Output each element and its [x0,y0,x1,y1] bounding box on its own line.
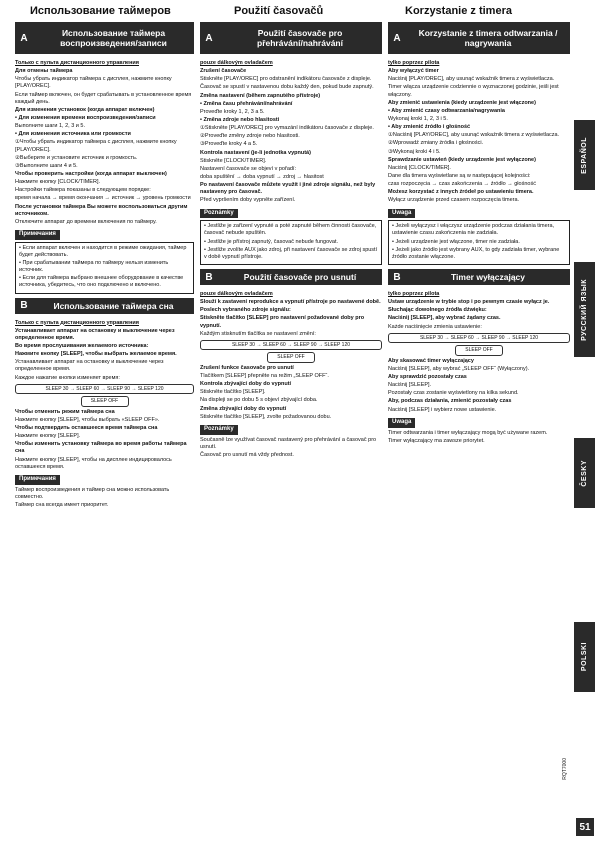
title-czech: Použití časovačů [234,5,324,17]
text-line: Нажмите кнопку [SLEEP], чтобы на дисплее индицировалось оставшееся время. [15,456,172,470]
text-line: pouze dálkovým ovladačem [200,60,273,66]
note-line: Timer wyłączający ma zawsze priorytet. [388,437,485,444]
text-line: Naciśnij [SLEEP]. [388,382,432,389]
text-line: Нажмите кнопку [SLEEP], чтобы выбрать «SLEEP OFF». [15,416,160,423]
text-line: Změna zbývající doby do vypnutí [200,405,287,412]
text-line: Для изменения установок (когда аппарат включен) [15,106,155,113]
text-line: Для отмены таймера [15,68,73,75]
text-line: Wyłącz urządzenie przed czasem rozpoczęcia timera. [388,197,520,204]
section-letter: B [393,271,401,283]
text-line: pouze dálkovým ovladačem [200,291,273,298]
sleep-sequence: SLEEP 30 → SLEEP 60 → SLEEP 90 → SLEEP 120 [388,333,570,344]
text-line: Pozostały czas zostanie wyświetlony na kilka sekund. [388,390,519,397]
text-line: Stiskněte tlačítko [SLEEP]. [200,389,266,396]
text-line: Во время прослушивания желаемого источника: [15,343,149,350]
text-line: Słuchając dowolnego źródła dźwięku: [388,307,487,314]
text-line: Před vypršením doby vypněte zařízení. [200,197,296,204]
note-line: • Jestliže zvolíte AUX jako zdroj, při nastavení časovače se zdroj spustí v době vypnutí přístroje. [204,246,378,260]
text-line: Časovač se spustí v nastavenou dobu každý den, pokud bude zapnutý. [200,84,374,91]
text-line: doba spuštění → doba vypnutí → zdroj → hlasitost [200,173,324,180]
page-number: 51 [576,818,594,836]
text-line: Kontrola zbývající doby do vypnutí [200,381,292,388]
sleep-sequence: SLEEP 30 → SLEEP 60 → SLEEP 90 → SLEEP 120 [200,340,382,351]
text-line: Aby zmienić ustawienia (kiedy urządzenie jest włączone) [388,99,536,106]
text-line: ②Wprowadź zmiany źródła i głośności. [388,140,484,147]
text-line: Чтобы проверить настройки (когда аппарат выключен) [15,170,167,177]
text-line: ③Proveďte kroky 4 a 5. [200,141,258,148]
section-title: Использование таймера сна [53,300,174,311]
notes-box [388,220,570,265]
note-line: • Jeżeli wyłączysz i włączysz urządzenie podczas działania timera, ustawienie czasu zakończenia nie zadziała. [392,223,555,237]
note-line: • Jeżeli urządzenie jest włączone, timer nie zadziała. [392,238,520,245]
section-letter: A [205,32,213,44]
text-line: Każde naciśnięcie zmienia ustawienie: [388,323,482,330]
text-line: Zrušení časovače [200,68,247,75]
notes-b [15,487,194,509]
sleep-off-box: SLEEP OFF [267,352,315,363]
text-line: Aby, podczas działania, zmienić pozostały czas [388,398,512,405]
section-a-text [200,60,382,205]
section-b-banner [15,298,194,314]
section-b-text [15,320,194,471]
sleep-sequence: SLEEP 30 → SLEEP 60 → SLEEP 90 → SLEEP 120 [15,384,194,395]
text-line: Tlačítkem [SLEEP] přepněte na režim „SLEEP OFF“. [200,373,329,380]
text-line: • Для изменения времени воспроизведения/записи [15,114,156,121]
text-line: • Aby zmienić źródło i głośność [388,124,471,131]
section-title: Timer wyłączający [450,271,526,282]
text-line: время начала → время окончания → источник → уровень громкости [15,195,191,202]
text-line: Wykonaj kroki 1, 2, 3 i 5. [388,115,448,122]
tab-label: РУССКИЙ ЯЗЫК [580,278,588,341]
text-line: Slouží k zastavení reprodukce a vypnutí přístroje po nastavené době. [200,299,381,306]
notes-heading: Uwaga [388,418,415,428]
notes-box [15,242,194,294]
text-line: Możesz korzystać z innych źródeł po ustawieniu timera. [388,189,534,196]
note-line: Timer odtwarzania i timer wyłączający mogą być używane razem. [388,429,548,436]
text-line: Отключите аппарат до времени включения по таймеру. [15,218,157,225]
text-line: Každým stisknutím tlačítka se nastavení změní: [200,330,316,337]
text-line: Только с пульта дистанционного управления [15,60,139,66]
note-line: Таймер сна всегда имеет приоритет. [15,501,109,508]
text-line: • Для изменения источника или громкости [15,131,131,138]
title-polish: Korzystanie z timera [405,5,512,17]
text-line: ③Выполните шаги 4 и 5. [15,162,78,169]
text-line: Naciśnij [SLEEP], aby wybrać „SLEEP OFF“ (Wyłączony). [388,365,530,372]
text-line: Aby skasować timer wyłączający [388,357,474,364]
text-line: Чтобы изменить установку таймера во время работы таймера сна [15,441,187,455]
text-line: ②Proveďte změny zdroje nebo hlasitosti. [200,133,300,140]
text-line: czas rozpoczęcia → czas zakończenia → źródło → głośność [388,181,536,188]
text-line: Только с пульта дистанционного управления [15,319,139,326]
text-line: Устанавливает аппарат на остановку и выключение через определенное время. [15,327,175,341]
notes-b [388,430,570,445]
text-line: Каждое нажатие кнопки изменяет время: [15,374,120,381]
section-b-text [200,291,382,421]
note-line: Časovač pro usnutí má vždy přednost. [200,451,294,458]
text-line: Na displeji se po dobu 5 s objeví zbývající doba. [200,397,318,404]
document-code: RQT7000 [562,758,568,780]
notes-b [200,437,382,459]
section-b-banner [388,269,570,285]
section-letter: B [205,271,213,283]
text-line: Чтобы подтвердить оставшееся время таймера сна [15,425,158,431]
text-line: Dane dla timera wyświetlane są w następującej kolejności: [388,172,531,179]
column-czech [200,22,382,828]
language-tab-polish [574,622,595,692]
note-line: • Jestliže je přístroj zapnutý, časovač nebude fungovat. [204,238,339,245]
language-tab-czech [574,438,595,508]
text-line: Чтобы отменить режим таймера сна [15,408,115,415]
text-line: Kontrola nastavení (je-li jednotka vypnutá) [200,149,311,156]
text-line: Stiskněte [PLAY/OREC] pro odstranění indikátoru časovače z displeje. [200,76,372,83]
text-line: Aby sprawdzić pozostały czas [388,374,467,381]
text-line: Timer włącza urządzenie codziennie o wyznaczonej godzinie, jeśli jest włączony. [388,84,559,98]
text-line: Poslech vybraného zdroje signálu: [200,307,291,314]
column-polish [388,22,570,828]
text-line: • Změna času přehrávání/nahrávání [200,100,293,107]
text-line: Po nastavení časovače můžete využít i jiné zdroje signálu, než byly nastaveny pro časovač. [200,182,376,196]
text-line: Sprawdzanie ustawień (kiedy urządzenie jest wyłączone) [388,156,536,163]
text-line: Naciśnij [CLOCK/TIMER]. [388,164,451,171]
section-letter: B [20,300,28,312]
section-a-banner [388,22,570,54]
text-line: Aby wyłączyć timer [388,68,439,75]
section-a-text [388,60,570,205]
section-letter: A [20,32,28,44]
notes-heading: Примечания [15,475,60,485]
note-line: Současně lze využívat časovač nastavený pro přehrávání a časovač pro usnutí. [200,436,377,450]
text-line: ③Wykonaj kroki 4 i 5. [388,148,441,155]
text-line: • Aby zmienić czasy odtwarzania/nagrywania [388,107,505,114]
text-line: Naciśnij [SLEEP] i wybierz nowe ustawienie. [388,406,497,413]
text-line: Proveďte kroky 1, 2, 3 a 5. [200,108,265,115]
text-line: Ustaw urządzenie w trybie stop i po pewnym czasie wyłącz je. [388,299,550,306]
section-a-banner [15,22,194,54]
column-russian [15,22,194,828]
text-line: Нажмите кнопку [SLEEP]. [15,433,81,440]
notes-heading: Poznámky [200,209,238,219]
text-line: Нажмите кнопку [CLOCK/TIMER]. [15,179,101,186]
section-title: Použití časovače pro usnutí [243,271,357,282]
section-title: Использование таймера воспроизведения/записи [60,27,167,48]
section-b-banner [200,269,382,285]
text-line: Stiskněte tlačítko [SLEEP], zvolte požadovanou dobu. [200,413,332,420]
text-line: Настройки таймера показаны в следующем порядке: [15,187,151,194]
section-letter: A [393,32,401,44]
language-tab-espanol [574,120,595,190]
text-line: ②Выберите и установите источник и громкость. [15,154,138,161]
text-line: Změna nastavení (během zapnutého přístroje) [200,92,321,99]
text-line: Устанавливает аппарат на остановку и выключение через определенное время. [15,359,164,373]
note-line: • Если аппарат включен и находится в режиме ожидания, таймер будет действовать. [19,244,187,258]
text-line: tylko poprzez pilota [388,291,440,298]
text-line: ①Чтобы убрать индикатор таймера с дисплея, нажмите кнопку [PLAY/OREC]. [15,139,177,153]
tab-label: ESPAÑOL [580,136,588,174]
text-line: Чтобы убрать индикатор таймера с дисплея, нажмите кнопку [PLAY/OREC]. [15,76,172,90]
note-line: Таймер воспроизведения и таймер сна можно использовать совместно. [15,486,170,500]
section-b-text [388,291,570,414]
text-line: Naciśnij [PLAY/OREC], aby usunąć wskaźnik timera z wyświetlacza. [388,76,555,83]
section-a-banner [200,22,382,54]
notes-heading: Uwaga [388,209,415,219]
section-title: Použití časovače pro přehrávání/nahrávání [257,27,343,48]
notes-heading: Примечания [15,230,60,240]
text-line: Stiskněte tlačítko [SLEEP] pro nastavení požadované doby pro vypnutí. [200,315,365,329]
language-tab-russian [574,262,595,357]
title-russian: Использование таймеров [30,5,171,17]
note-line: • Jestliže je zařízení vypnuté a poté zapnuté během činnosti časovače, časovač nebude spuštěn. [204,223,377,237]
text-line: • Změna zdroje nebo hlasitosti [200,116,280,123]
sleep-off-box: SLEEP OFF [81,396,129,407]
text-line: Zrušení funkce časovače pro usnutí [200,364,294,371]
text-line: Нажмите кнопку [SLEEP], чтобы выбрать желаемое время. [15,351,177,358]
tab-label: ČESKY [580,459,588,487]
tab-label: POLSKI [580,642,588,672]
sleep-off-box: SLEEP OFF [455,345,503,356]
section-title: Korzystanie z timera odtwarzania / nagrywania [418,27,558,48]
text-line: Nastavení časovače se objeví v pořadí: [200,165,296,172]
text-line: Если таймер включен, он будет срабатывать в установленное время каждый день. [15,91,192,105]
text-line: tylko poprzez pilota [388,60,440,66]
text-line: ①Naciśnij [PLAY/OREC], aby usunąć wskaźnik timera z wyświetlacza. [388,132,560,139]
text-line: Stiskněte [CLOCK/TIMER]. [200,157,267,164]
note-line: • Jeżeli jako źródło jest wybrany AUX, to gdy zadziała timer, wybrane źródło zostanie włączone. [392,246,560,260]
section-a-text [15,60,194,226]
text-line: После установки таймера Вы можете воспользоваться другим источником. [15,203,188,217]
note-line: • При срабатывании таймера по таймеру нельзя изменить источник. [19,260,169,274]
notes-box [200,220,382,265]
text-line: Выполните шаги 1, 2, 3 и 5. [15,123,85,130]
note-line: • Если для таймера выбрано внешнее оборудование в качестве источника, убедитесь, что оно подключено и включено. [19,275,184,289]
text-line: ①Stiskněte [PLAY/OREC] pro vymazání indikátoru časovače z displeje. [200,125,374,132]
notes-heading: Poznámky [200,425,238,435]
text-line: Naciśnij [SLEEP], aby wybrać żądany czas. [388,315,501,322]
